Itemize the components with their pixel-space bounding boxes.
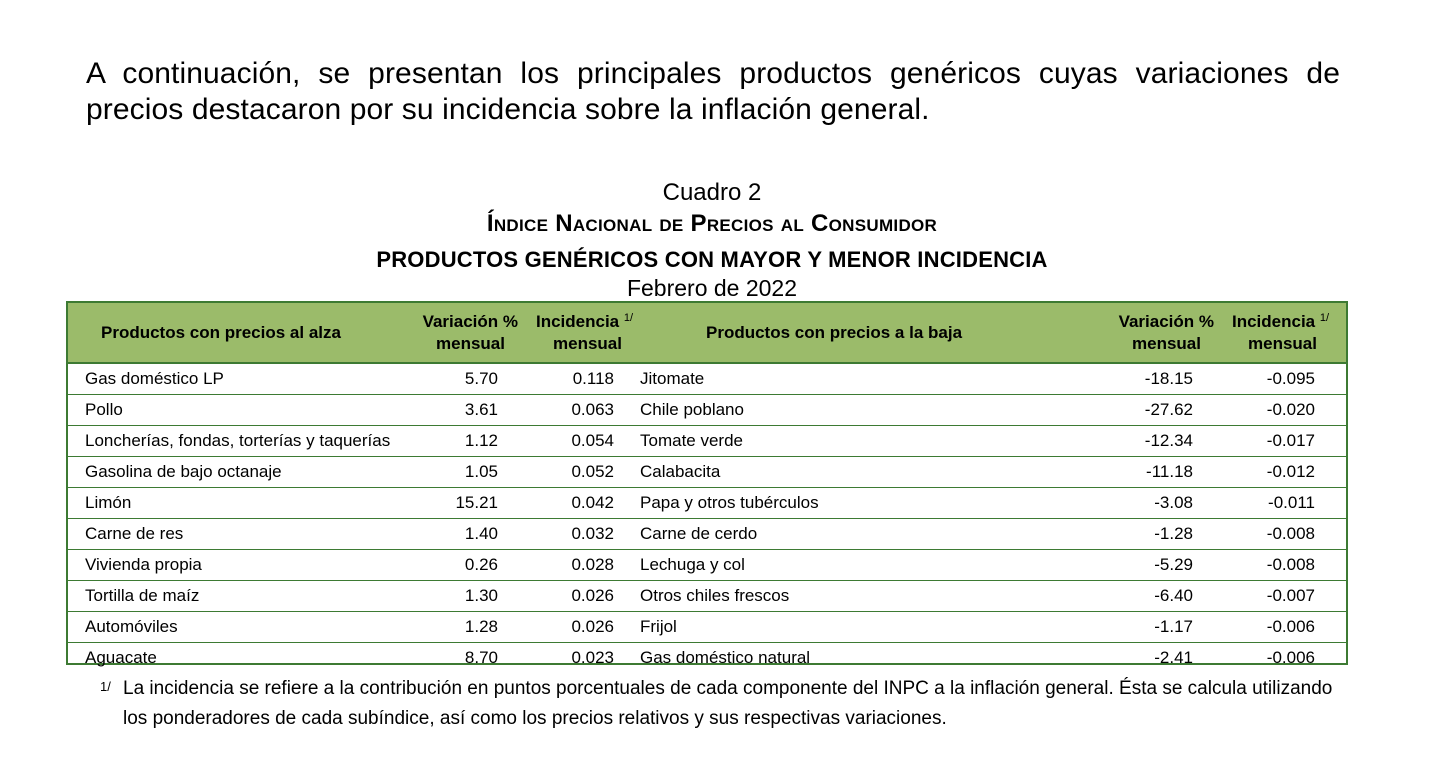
- header-incidencia-label: Incidencia: [1232, 311, 1316, 331]
- row-product-alza: Gas doméstico LP: [85, 369, 224, 388]
- row-incidencia-alza: 0.042: [526, 488, 636, 519]
- row-product-alza: Tortilla de maíz: [68, 581, 418, 612]
- row-product-alza: Limón: [68, 488, 418, 519]
- footnote-mark: 1/: [100, 679, 111, 694]
- row-variacion-alza: 5.70: [464, 369, 498, 388]
- row-variacion-alza: 3.61: [418, 395, 526, 426]
- row-product-baja: Frijol: [636, 612, 1096, 643]
- header-variacion-label: Variación %: [1118, 311, 1214, 331]
- row-incidencia-baja: -0.095: [1266, 369, 1315, 388]
- row-product-baja: Calabacita: [636, 457, 1096, 488]
- row-product-baja: Carne de cerdo: [636, 519, 1096, 550]
- table-row: [68, 643, 1346, 674]
- table-row: [68, 519, 1346, 550]
- table-row: [68, 488, 1346, 519]
- row-incidencia-alza: 0.063: [526, 395, 636, 426]
- row-variacion-baja: -1.28: [1096, 519, 1216, 550]
- row-incidencia-baja: -0.011: [1216, 488, 1346, 519]
- row-incidencia-alza: 0.028: [526, 550, 636, 581]
- row-product-alza: Carne de res: [68, 519, 418, 550]
- row-variacion-baja: -6.40: [1096, 581, 1216, 612]
- row-variacion-baja: -27.62: [1096, 395, 1216, 426]
- row-product-alza: Gasolina de bajo octanaje: [68, 457, 418, 488]
- row-incidencia-alza: 0.052: [526, 457, 636, 488]
- row-variacion-alza: 1.30: [418, 581, 526, 612]
- row-product-baja: Jitomate: [640, 369, 705, 388]
- table-row: [68, 395, 1346, 426]
- table-row: [68, 550, 1346, 581]
- row-variacion-alza: 1.40: [418, 519, 526, 550]
- row-variacion-baja: -5.29: [1096, 550, 1216, 581]
- intro-paragraph: A continuación, se presentan los principales productos genéricos cuyas variaciones de precios destacaron por su incidencia sobre la inflación general.: [86, 57, 1340, 126]
- header-incidencia-label: Incidencia: [536, 311, 620, 331]
- row-incidencia-baja: -0.007: [1216, 581, 1346, 612]
- header-alza: Productos con precios al alza: [68, 303, 418, 363]
- table-header-row: [68, 303, 1346, 363]
- table-row: [68, 363, 1346, 395]
- header-variacion-baja: [1096, 303, 1216, 363]
- table-subtitle: PRODUCTOS GENÉRICOS CON MAYOR Y MENOR INCIDENCIA: [376, 247, 1048, 272]
- row-incidencia-baja: -0.020: [1216, 395, 1346, 426]
- row-variacion-alza: 0.26: [418, 550, 526, 581]
- table-row: [68, 426, 1346, 457]
- header-mensual-label: mensual: [1248, 333, 1317, 353]
- row-variacion-baja: -12.34: [1096, 426, 1216, 457]
- row-incidencia-baja: -0.012: [1216, 457, 1346, 488]
- row-product-alza: Pollo: [68, 395, 418, 426]
- row-product-alza: Vivienda propia: [68, 550, 418, 581]
- header-mensual-label: mensual: [553, 333, 622, 353]
- footnote: [100, 674, 1340, 734]
- row-product-alza: Loncherías, fondas, torterías y taquerías: [68, 426, 418, 457]
- header-mensual-label: mensual: [436, 333, 505, 353]
- row-incidencia-baja: -0.006: [1216, 612, 1346, 643]
- row-incidencia-alza: 0.054: [526, 426, 636, 457]
- row-product-baja: Lechuga y col: [636, 550, 1096, 581]
- row-variacion-baja: -2.41: [1096, 643, 1216, 674]
- row-variacion-alza: 1.12: [418, 426, 526, 457]
- table-row: [68, 581, 1346, 612]
- incidence-table: [66, 301, 1348, 665]
- row-incidencia-alza: 0.118: [572, 369, 614, 388]
- table-date: Febrero de 2022: [626, 275, 798, 301]
- header-incidencia-baja: [1216, 303, 1346, 363]
- row-incidencia-baja: -0.008: [1216, 550, 1346, 581]
- row-incidencia-alza: 0.026: [526, 612, 636, 643]
- header-baja: Productos con precios a la baja: [636, 303, 1096, 363]
- row-product-baja: Chile poblano: [636, 395, 1096, 426]
- row-incidencia-alza: 0.032: [526, 519, 636, 550]
- row-incidencia-baja: -0.017: [1216, 426, 1346, 457]
- row-product-baja: Tomate verde: [636, 426, 1096, 457]
- row-product-baja: Papa y otros tubérculos: [636, 488, 1096, 519]
- row-product-alza: Automóviles: [68, 612, 418, 643]
- header-note-mark: 1/: [623, 311, 634, 324]
- header-incidencia-alza: [526, 303, 636, 363]
- row-variacion-baja: -1.17: [1096, 612, 1216, 643]
- row-variacion-baja: -3.08: [1096, 488, 1216, 519]
- row-variacion-alza: 8.70: [418, 643, 526, 674]
- header-variacion-label: Variación %: [422, 311, 518, 331]
- row-incidencia-alza: 0.023: [526, 643, 636, 674]
- footnote-text: La incidencia se refiere a la contribución en puntos porcentuales de cada componente del INPC a la inflación general. Ésta se calcula utilizando los ponderadores de cada subíndice, así como los precios relativos y sus respectivas variaciones.: [123, 678, 1333, 729]
- table-row: [68, 457, 1346, 488]
- table-title: Índice Nacional de Precios al Consumidor: [486, 210, 938, 237]
- row-incidencia-baja: -0.008: [1216, 519, 1346, 550]
- row-variacion-baja: -11.18: [1096, 457, 1216, 488]
- row-product-baja: Otros chiles frescos: [636, 581, 1096, 612]
- header-variacion-alza: [418, 303, 526, 363]
- row-incidencia-baja: -0.006: [1216, 643, 1346, 674]
- row-incidencia-alza: 0.026: [526, 581, 636, 612]
- row-product-baja: Gas doméstico natural: [636, 643, 1096, 674]
- row-variacion-alza: 1.28: [418, 612, 526, 643]
- row-variacion-alza: 1.05: [418, 457, 526, 488]
- header-note-mark: 1/: [1319, 311, 1330, 324]
- row-variacion-alza: 15.21: [418, 488, 526, 519]
- header-mensual-label: mensual: [1132, 333, 1201, 353]
- row-variacion-baja: -18.15: [1144, 369, 1193, 388]
- table-row: [68, 612, 1346, 643]
- row-product-alza: Aguacate: [68, 643, 418, 674]
- table-number: Cuadro 2: [662, 179, 762, 206]
